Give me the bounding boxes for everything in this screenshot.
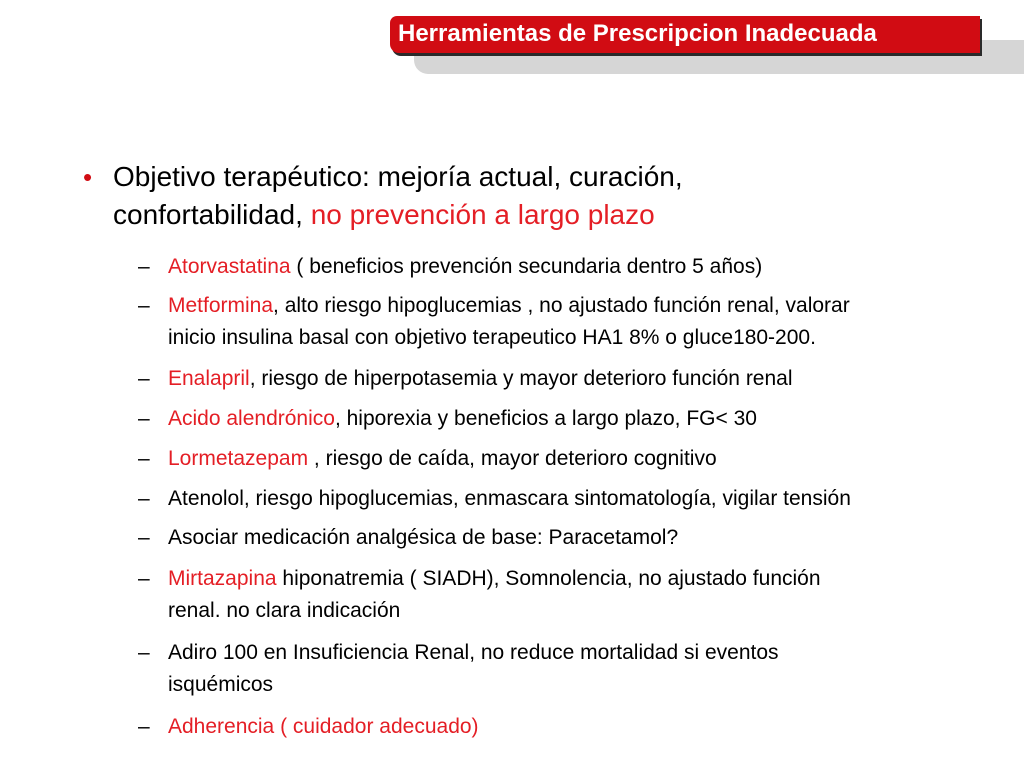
dash-icon: – xyxy=(138,367,150,390)
dash-icon: – xyxy=(138,255,150,278)
dash-icon: – xyxy=(138,641,150,664)
drug-name: Enalapril xyxy=(168,367,250,390)
drug-note: , riesgo de caída, mayor deterioro cognitivo xyxy=(308,447,717,470)
drug-note: , hiporexia y beneficios a largo plazo, FG< 30 xyxy=(334,407,757,430)
dash-icon: – xyxy=(138,715,150,738)
sub-item-adiro xyxy=(138,637,1018,701)
drug-name: Adherencia ( cuidador adecuado) xyxy=(168,715,479,738)
sub-item-atorvastatina xyxy=(138,251,1018,283)
drug-note: hiponatremia ( SIADH), Somnolencia, no ajustado función xyxy=(276,567,821,590)
sub-item-analgesia xyxy=(138,522,1018,554)
sub-item-lormetazepam xyxy=(138,443,1018,475)
drug-name: Atorvastatina xyxy=(168,255,291,278)
drug-note-line2: inicio insulina basal con objetivo terapeutico HA1 8% o gluce180-200. xyxy=(168,326,816,349)
drug-note: ( beneficios prevención secundaria dentro 5 años) xyxy=(290,255,763,278)
drug-note: Atenolol, riesgo hipoglucemias, enmascara sintomatología, vigilar tensión xyxy=(168,487,851,510)
dash-icon: – xyxy=(138,294,150,317)
dash-icon: – xyxy=(138,526,150,549)
sub-item-acido-alendronico xyxy=(138,403,1018,435)
sub-item-metformina xyxy=(138,290,1018,354)
slide-title: Herramientas de Prescripcion Inadecuada xyxy=(398,20,877,47)
main-bullet xyxy=(83,158,913,234)
dash-icon: – xyxy=(138,447,150,470)
drug-name: Mirtazapina xyxy=(168,567,277,590)
drug-name: Acido alendrónico xyxy=(168,407,335,430)
drug-note: , riesgo de hiperpotasemia y mayor deterioro función renal xyxy=(249,367,793,390)
drug-note: , alto riesgo hipoglucemias , no ajustado función renal, valorar xyxy=(273,294,850,317)
drug-note: Asociar medicación analgésica de base: Paracetamol? xyxy=(168,526,679,549)
drug-note-line2: isquémicos xyxy=(168,673,274,696)
drug-note: Adiro 100 en Insuficiencia Renal, no reduce mortalidad si eventos xyxy=(168,641,779,664)
sub-item-atenolol xyxy=(138,483,1018,515)
sub-item-enalapril xyxy=(138,363,1018,395)
drug-note-line2: renal. no clara indicación xyxy=(168,599,401,622)
dash-icon: – xyxy=(138,567,150,590)
main-bullet-highlight: no prevención a largo plazo xyxy=(310,199,655,230)
main-bullet-line1: Objetivo terapéutico: mejoría actual, curación, xyxy=(113,161,683,192)
sub-item-adherencia xyxy=(138,711,1018,743)
dash-icon: – xyxy=(138,407,150,430)
drug-name: Lormetazepam xyxy=(168,447,309,470)
drug-name: Metformina xyxy=(168,294,274,317)
main-bullet-line2-text: confortabilidad, xyxy=(113,199,311,230)
dash-icon: – xyxy=(138,487,150,510)
sub-item-mirtazapina xyxy=(138,563,1018,627)
main-bullet-line2 xyxy=(113,196,913,234)
bullet-icon: • xyxy=(83,162,93,192)
